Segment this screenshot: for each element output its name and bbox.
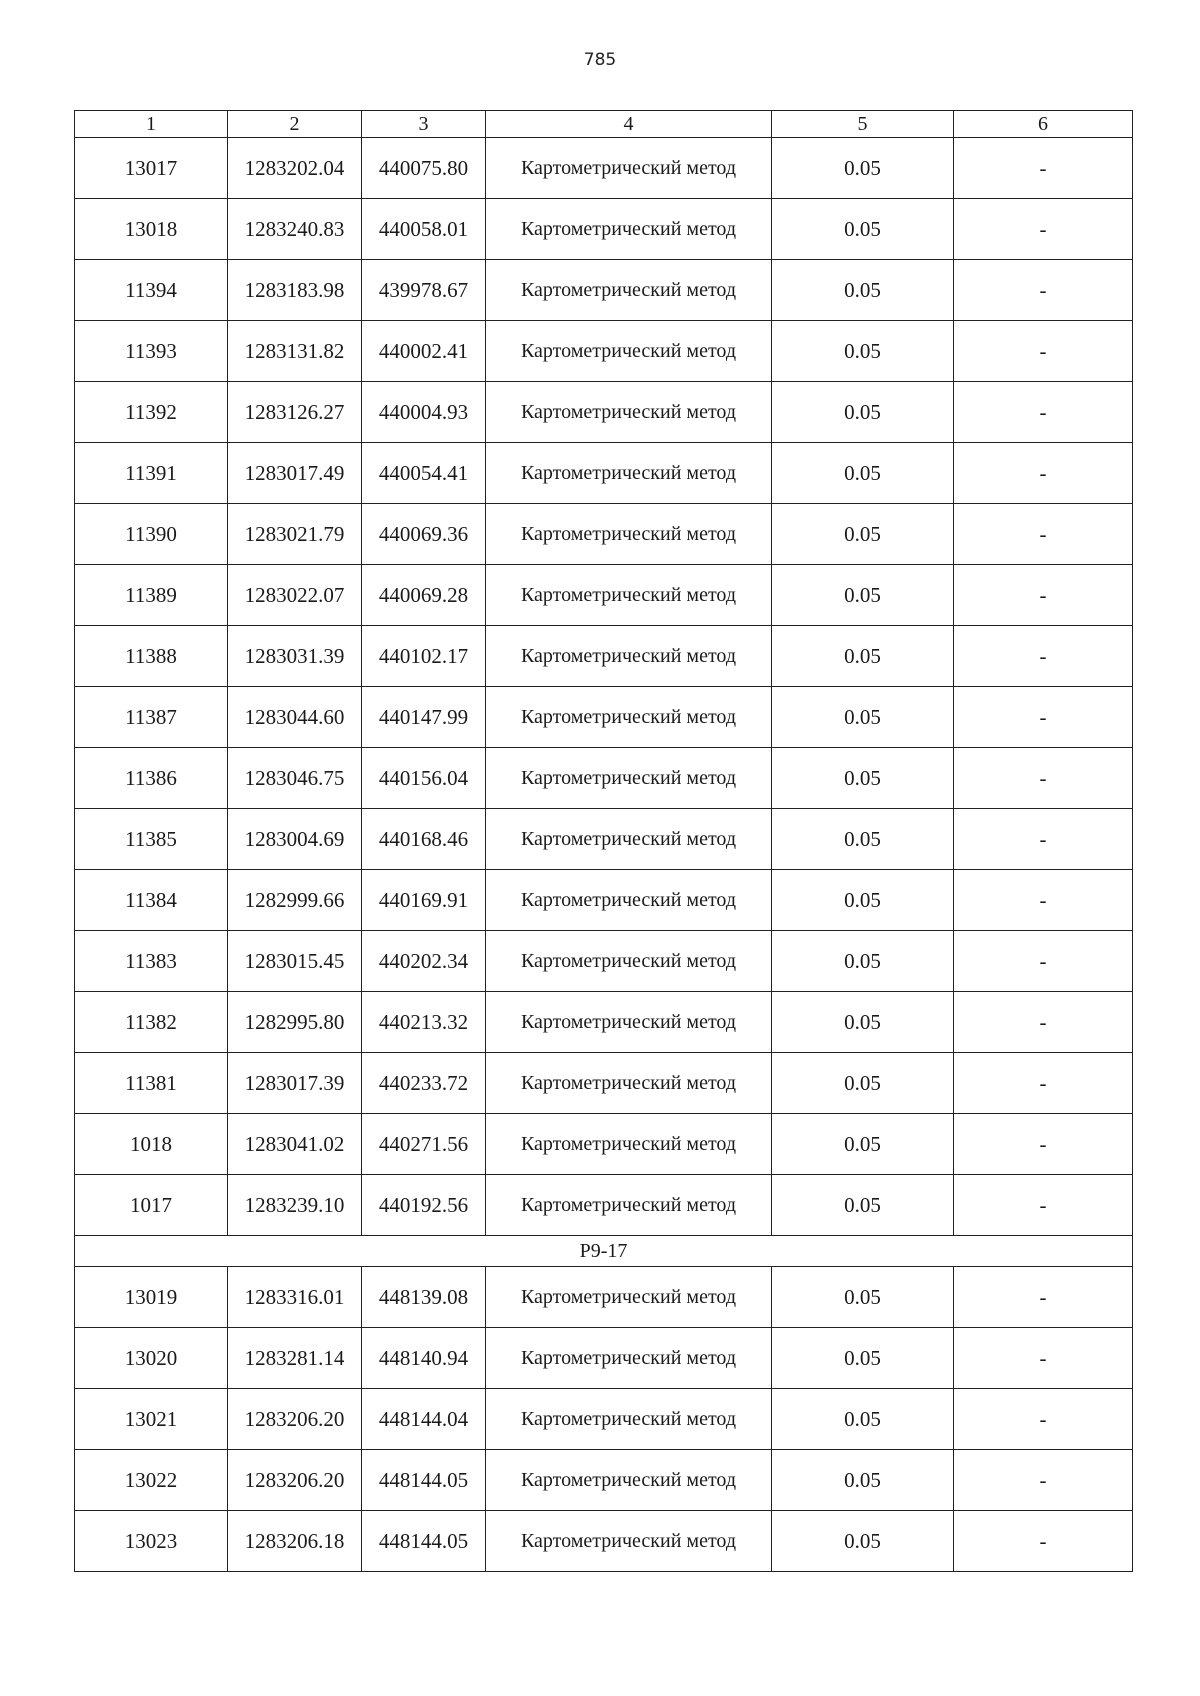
table-row (75, 138, 1133, 199)
y-coordinate-cell: 440102.17 (362, 626, 486, 687)
y-coordinate-cell: 448140.94 (362, 1328, 486, 1389)
table-row (75, 504, 1133, 565)
y-coordinate-cell: 440075.80 (362, 138, 486, 199)
table-row (75, 870, 1133, 931)
table-row (75, 443, 1133, 504)
table-row (75, 687, 1133, 748)
point-number-cell: 11382 (75, 992, 228, 1053)
accuracy-cell: 0.05 (772, 1267, 954, 1328)
x-coordinate-cell: 1283031.39 (228, 626, 362, 687)
point-number-cell: 11392 (75, 382, 228, 443)
table-row (75, 1511, 1133, 1572)
y-coordinate-cell: 440069.36 (362, 504, 486, 565)
column-header-6: 6 (954, 111, 1133, 138)
x-coordinate-cell: 1283281.14 (228, 1328, 362, 1389)
accuracy-cell: 0.05 (772, 321, 954, 382)
note-cell: - (954, 931, 1133, 992)
point-number-cell: 11394 (75, 260, 228, 321)
note-cell: - (954, 1053, 1133, 1114)
note-cell: - (954, 809, 1133, 870)
point-number-cell: 11381 (75, 1053, 228, 1114)
accuracy-cell: 0.05 (772, 504, 954, 565)
accuracy-cell: 0.05 (772, 565, 954, 626)
note-cell: - (954, 382, 1133, 443)
table-row (75, 626, 1133, 687)
accuracy-cell: 0.05 (772, 626, 954, 687)
y-coordinate-cell: 440202.34 (362, 931, 486, 992)
method-cell: Картометрический метод (486, 687, 772, 748)
point-number-cell: 13019 (75, 1267, 228, 1328)
accuracy-cell: 0.05 (772, 260, 954, 321)
table-row (75, 1450, 1133, 1511)
point-number-cell: 11393 (75, 321, 228, 382)
x-coordinate-cell: 1283126.27 (228, 382, 362, 443)
accuracy-cell: 0.05 (772, 1175, 954, 1236)
y-coordinate-cell: 448144.05 (362, 1511, 486, 1572)
note-cell: - (954, 1389, 1133, 1450)
column-header-4: 4 (486, 111, 772, 138)
y-coordinate-cell: 448144.04 (362, 1389, 486, 1450)
y-coordinate-cell: 440002.41 (362, 321, 486, 382)
method-cell: Картометрический метод (486, 138, 772, 199)
accuracy-cell: 0.05 (772, 931, 954, 992)
x-coordinate-cell: 1283017.49 (228, 443, 362, 504)
method-cell: Картометрический метод (486, 626, 772, 687)
point-number-cell: 13018 (75, 199, 228, 260)
point-number-cell: 13022 (75, 1450, 228, 1511)
accuracy-cell: 0.05 (772, 1450, 954, 1511)
point-number-cell: 13021 (75, 1389, 228, 1450)
table-header (75, 111, 1133, 138)
y-coordinate-cell: 440156.04 (362, 748, 486, 809)
accuracy-cell: 0.05 (772, 992, 954, 1053)
method-cell: Картометрический метод (486, 1267, 772, 1328)
y-coordinate-cell: 440069.28 (362, 565, 486, 626)
note-cell: - (954, 1114, 1133, 1175)
x-coordinate-cell: 1283183.98 (228, 260, 362, 321)
method-cell: Картометрический метод (486, 870, 772, 931)
method-cell: Картометрический метод (486, 565, 772, 626)
x-coordinate-cell: 1283017.39 (228, 1053, 362, 1114)
table-row (75, 931, 1133, 992)
note-cell: - (954, 565, 1133, 626)
note-cell: - (954, 1450, 1133, 1511)
point-number-cell: 1018 (75, 1114, 228, 1175)
point-number-cell: 11384 (75, 870, 228, 931)
y-coordinate-cell: 440213.32 (362, 992, 486, 1053)
table-row (75, 565, 1133, 626)
column-header-2: 2 (228, 111, 362, 138)
note-cell: - (954, 260, 1133, 321)
x-coordinate-cell: 1283022.07 (228, 565, 362, 626)
table-row (75, 321, 1133, 382)
x-coordinate-cell: 1283015.45 (228, 931, 362, 992)
method-cell: Картометрический метод (486, 931, 772, 992)
note-cell: - (954, 748, 1133, 809)
point-number-cell: 11389 (75, 565, 228, 626)
method-cell: Картометрический метод (486, 382, 772, 443)
point-number-cell: 1017 (75, 1175, 228, 1236)
table-body (75, 138, 1133, 1572)
x-coordinate-cell: 1283206.18 (228, 1511, 362, 1572)
x-coordinate-cell: 1283206.20 (228, 1389, 362, 1450)
y-coordinate-cell: 448144.05 (362, 1450, 486, 1511)
x-coordinate-cell: 1283206.20 (228, 1450, 362, 1511)
note-cell: - (954, 1175, 1133, 1236)
header-row (75, 111, 1133, 138)
method-cell: Картометрический метод (486, 1511, 772, 1572)
accuracy-cell: 0.05 (772, 443, 954, 504)
x-coordinate-cell: 1283021.79 (228, 504, 362, 565)
note-cell: - (954, 321, 1133, 382)
method-cell: Картометрический метод (486, 504, 772, 565)
y-coordinate-cell: 440233.72 (362, 1053, 486, 1114)
table-row (75, 1389, 1133, 1450)
method-cell: Картометрический метод (486, 260, 772, 321)
point-number-cell: 11387 (75, 687, 228, 748)
table-row (75, 199, 1133, 260)
section-row (75, 1236, 1133, 1267)
accuracy-cell: 0.05 (772, 809, 954, 870)
note-cell: - (954, 443, 1133, 504)
note-cell: - (954, 199, 1133, 260)
accuracy-cell: 0.05 (772, 138, 954, 199)
y-coordinate-cell: 448139.08 (362, 1267, 486, 1328)
y-coordinate-cell: 440147.99 (362, 687, 486, 748)
accuracy-cell: 0.05 (772, 1053, 954, 1114)
x-coordinate-cell: 1283202.04 (228, 138, 362, 199)
method-cell: Картометрический метод (486, 199, 772, 260)
x-coordinate-cell: 1283041.02 (228, 1114, 362, 1175)
y-coordinate-cell: 440192.56 (362, 1175, 486, 1236)
point-number-cell: 13023 (75, 1511, 228, 1572)
y-coordinate-cell: 440169.91 (362, 870, 486, 931)
note-cell: - (954, 138, 1133, 199)
note-cell: - (954, 626, 1133, 687)
point-number-cell: 11391 (75, 443, 228, 504)
accuracy-cell: 0.05 (772, 1114, 954, 1175)
y-coordinate-cell: 440271.56 (362, 1114, 486, 1175)
section-title: P9-17 (75, 1236, 1133, 1267)
method-cell: Картометрический метод (486, 1328, 772, 1389)
method-cell: Картометрический метод (486, 1175, 772, 1236)
accuracy-cell: 0.05 (772, 687, 954, 748)
table-row (75, 809, 1133, 870)
table-row (75, 1175, 1133, 1236)
accuracy-cell: 0.05 (772, 382, 954, 443)
point-number-cell: 11386 (75, 748, 228, 809)
method-cell: Картометрический метод (486, 748, 772, 809)
method-cell: Картометрический метод (486, 321, 772, 382)
table-row (75, 748, 1133, 809)
method-cell: Картометрический метод (486, 1114, 772, 1175)
y-coordinate-cell: 440004.93 (362, 382, 486, 443)
note-cell: - (954, 1328, 1133, 1389)
note-cell: - (954, 1511, 1133, 1572)
y-coordinate-cell: 439978.67 (362, 260, 486, 321)
point-number-cell: 11388 (75, 626, 228, 687)
table-row (75, 1114, 1133, 1175)
accuracy-cell: 0.05 (772, 1511, 954, 1572)
x-coordinate-cell: 1283239.10 (228, 1175, 362, 1236)
table-row (75, 382, 1133, 443)
table-row (75, 992, 1133, 1053)
note-cell: - (954, 687, 1133, 748)
table-row (75, 1053, 1133, 1114)
coordinates-table (74, 110, 1133, 1572)
y-coordinate-cell: 440058.01 (362, 199, 486, 260)
method-cell: Картометрический метод (486, 1450, 772, 1511)
x-coordinate-cell: 1282995.80 (228, 992, 362, 1053)
column-header-1: 1 (75, 111, 228, 138)
x-coordinate-cell: 1283240.83 (228, 199, 362, 260)
note-cell: - (954, 992, 1133, 1053)
accuracy-cell: 0.05 (772, 199, 954, 260)
point-number-cell: 11385 (75, 809, 228, 870)
page-number: 785 (583, 50, 617, 70)
table-row (75, 1267, 1133, 1328)
method-cell: Картометрический метод (486, 443, 772, 504)
point-number-cell: 13017 (75, 138, 228, 199)
column-header-5: 5 (772, 111, 954, 138)
x-coordinate-cell: 1283131.82 (228, 321, 362, 382)
method-cell: Картометрический метод (486, 992, 772, 1053)
x-coordinate-cell: 1283316.01 (228, 1267, 362, 1328)
point-number-cell: 13020 (75, 1328, 228, 1389)
x-coordinate-cell: 1283044.60 (228, 687, 362, 748)
note-cell: - (954, 870, 1133, 931)
x-coordinate-cell: 1283046.75 (228, 748, 362, 809)
y-coordinate-cell: 440054.41 (362, 443, 486, 504)
method-cell: Картометрический метод (486, 1053, 772, 1114)
point-number-cell: 11383 (75, 931, 228, 992)
accuracy-cell: 0.05 (772, 1328, 954, 1389)
table-row (75, 1328, 1133, 1389)
method-cell: Картометрический метод (486, 1389, 772, 1450)
method-cell: Картометрический метод (486, 809, 772, 870)
column-header-3: 3 (362, 111, 486, 138)
accuracy-cell: 0.05 (772, 1389, 954, 1450)
accuracy-cell: 0.05 (772, 870, 954, 931)
y-coordinate-cell: 440168.46 (362, 809, 486, 870)
table-row (75, 260, 1133, 321)
accuracy-cell: 0.05 (772, 748, 954, 809)
x-coordinate-cell: 1283004.69 (228, 809, 362, 870)
x-coordinate-cell: 1282999.66 (228, 870, 362, 931)
point-number-cell: 11390 (75, 504, 228, 565)
note-cell: - (954, 1267, 1133, 1328)
note-cell: - (954, 504, 1133, 565)
